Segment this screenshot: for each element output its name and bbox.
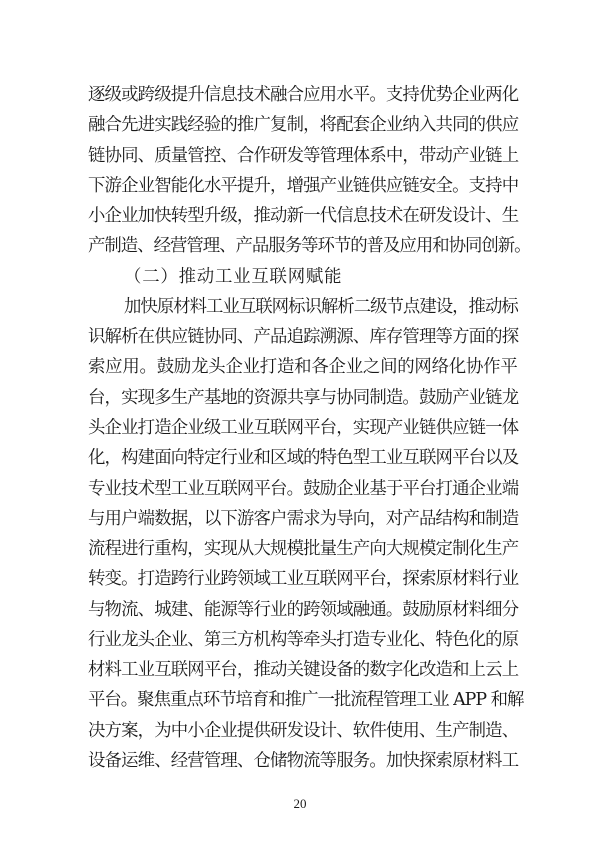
paragraph-2-line: 索应用。鼓励龙头企业打造和各企业之间的网络化协作平 [88,357,518,377]
paragraph-2-line: 决方案，为中小企业提供研发设计、软件使用、生产制造、 [88,721,519,741]
paragraph-2-line: 转变。打造跨行业跨领域工业互联网平台，探索原材料行业 [88,569,519,589]
paragraph-1-line: 下游企业智能化水平提升，增强产业链供应链安全。支持中 [88,176,519,196]
paragraph-2-line: 与用户端数据，以下游客户需求为导向，对产品结构和制造 [88,509,519,529]
paragraph-1-line: 融合先进实践经验的推广复制，将配套企业纳入共同的供应 [88,115,519,135]
paragraph-2-line: 专业技术型工业互联网平台。鼓励企业基于平台打通企业端 [88,479,519,499]
paragraph-2-line: 材料工业互联网平台，推动关键设备的数字化改造和上云上 [88,660,519,680]
paragraph-2-line: 台，实现多生产基地的资源共享与协同制造。鼓励产业链龙 [88,388,519,408]
paragraph-2-line: 行业龙头企业、第三方机构等牵头打造专业化、特色化的原 [88,630,519,650]
paragraph-2-line: 平台。聚焦重点环节培育和推广一批流程管理工业 APP 和解 [88,690,524,710]
paragraph-2-line: 设备运维、经营管理、仓储物流等服务。加快探索原材料工 [88,751,519,771]
paragraph-2-line: 识解析在供应链协同、产品追踪溯源、库存管理等方面的探 [88,327,519,347]
paragraph-2-line: 流程进行重构，实现从大规模批量生产向大规模定制化生产 [88,539,519,559]
paragraph-1-line: 小企业加快转型升级，推动新一代信息技术在研发设计、生 [88,206,519,226]
page-number: 20 [293,796,307,811]
paragraph-1-line: 逐级或跨级提升信息技术融合应用水平。支持优势企业两化 [88,85,519,105]
paragraph-1-line: 链协同、质量管控、合作研发等管理体系中，带动产业链上 [88,146,519,166]
paragraph-2-line: 与物流、城建、能源等行业的跨领域融通。鼓励原材料细分 [88,600,519,620]
paragraph-2-line: 化，构建面向特定行业和区域的特色型工业互联网平台以及 [88,448,519,468]
paragraph-2-line: 头企业打造企业级工业互联网平台，实现产业链供应链一体 [88,418,519,438]
section-heading: （二）推动工业互联网赋能 [124,267,343,287]
paragraph-2-line: 加快原材料工业互联网标识解析二级节点建设，推动标 [124,297,518,317]
paragraph-1-line: 产制造、经营管理、产品服务等环节的普及应用和协同创新。 [88,236,531,256]
